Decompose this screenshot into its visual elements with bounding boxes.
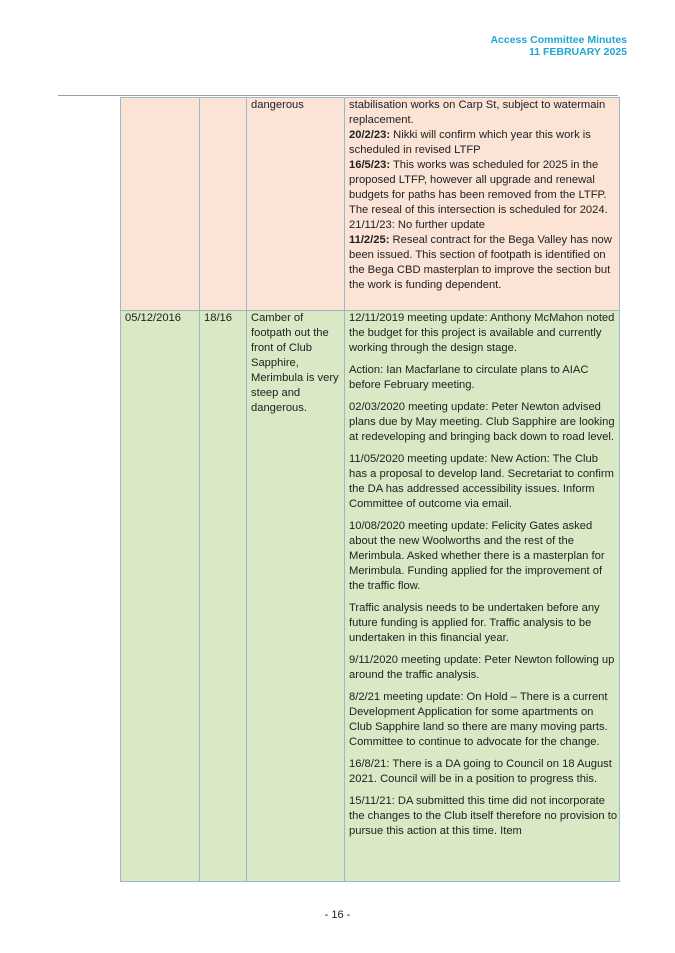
header-date: 11 FEBRUARY 2025 [528, 46, 627, 58]
row1-issue: dangerous [247, 98, 345, 311]
row2-issue: Camber of footpath out the front of Club Sapphire, Merimbula is very steep and dangerous. [247, 311, 345, 882]
meeting-update: Traffic analysis needs to be undertaken before any future funding is applied for. Traffic analysis to be undertaken in this financial year. [349, 602, 600, 644]
row1-notes [345, 98, 620, 311]
note-date: 11/2/25: [349, 234, 390, 246]
note-date: 16/5/23: [349, 159, 391, 171]
meeting-update: 02/03/2020 meeting update: Peter Newton advised plans due by May meeting. Club Sapphire are looking at redeveloping and bringing back down to road level. [349, 401, 615, 443]
note-text: This works was scheduled for 2025 in the proposed LTFP, however all upgrade and renewal budgets for paths has been removed from the LTFP. The reseal of this intersection is scheduled for 2024. [349, 159, 608, 216]
note-line: 21/11/23: No further update [349, 219, 486, 231]
meeting-update: 11/05/2020 meeting update: New Action: The Club has a proposal to develop land. Secretariat to confirm the DA has addressed accessibility issues. Inform Committee of outcome via email. [349, 453, 614, 510]
meeting-update: 15/11/21: DA submitted this time did not incorporate the changes to the Club itself therefore no provision to pursue this action at this time. Item [349, 795, 618, 837]
note-line [349, 233, 619, 293]
meeting-update: 10/08/2020 meeting update: Felicity Gates asked about the new Woolworths and the rest of the Merimbula. Asked whether there is a masterplan for Merimbula. Funding applied for the improvement of the traffic flow. [349, 520, 605, 592]
page-number: - 16 - [324, 909, 351, 921]
meeting-update: Action: Ian Macfarlane to circulate plans to AIAC before February meeting. [349, 364, 589, 391]
note-line: stabilisation works on Carp St, subject to watermain replacement. [349, 99, 606, 126]
row2-ref: 18/16 [200, 311, 247, 882]
header-rule [58, 95, 618, 96]
meeting-update: 12/11/2019 meeting update: Anthony McMahon noted the budget for this project is available and currently working through the design stage. [349, 312, 615, 354]
row1-ref [200, 98, 247, 311]
note-text: Reseal contract for the Bega Valley has now been issued. This section of footpath is identified on the Bega CBD masterplan to improve the section but the work is funding dependent. [349, 234, 612, 291]
meeting-update: 8/2/21 meeting update: On Hold – There is a current Development Application for some apartments on Club Sapphire land so there are many moving parts. Committee to continue to advocate for the change. [349, 691, 608, 748]
row2-notes [345, 311, 620, 882]
note-text: Nikki will confirm which year this work is scheduled in revised LTFP [349, 129, 591, 156]
note-date: 20/2/23: [349, 129, 391, 141]
header-title: Access Committee Minutes [490, 34, 627, 46]
table-row [121, 98, 620, 311]
document-header [490, 34, 627, 58]
note-line [349, 158, 619, 218]
row1-date [121, 98, 200, 311]
meeting-update: 16/8/21: There is a DA going to Council on 18 August 2021. Council will be in a position to progress this. [349, 758, 612, 785]
row2-date: 05/12/2016 [121, 311, 200, 882]
note-line [349, 128, 619, 158]
meeting-update: 9/11/2020 meeting update: Peter Newton following up around the traffic analysis. [349, 654, 615, 681]
minutes-table [120, 97, 620, 882]
table-row [121, 311, 620, 882]
